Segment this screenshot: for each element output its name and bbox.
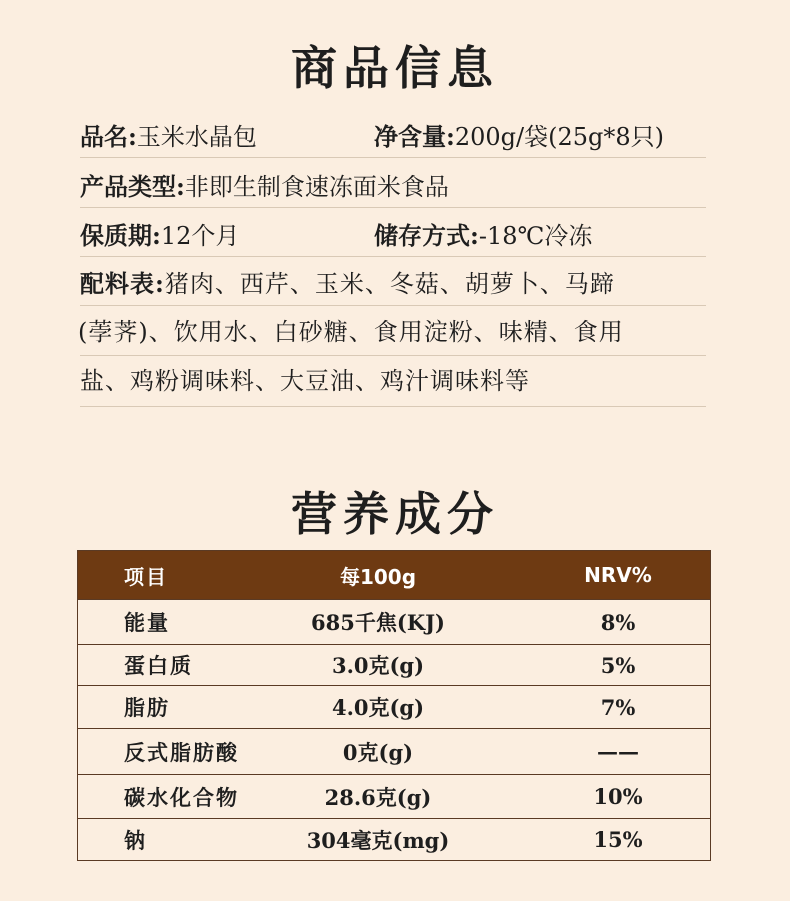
ingredients-text-1: 猪肉、西芹、玉米、冬菇、胡萝卜、马蹄 [164,270,615,298]
header-per100g: 每100g [339,564,417,589]
name-label: 品名: [80,122,137,151]
shelf-value: 12个月 [160,222,240,250]
ingredients-line-3: 盐、鸡粉调味料、大豆油、鸡汁调味料等 [80,367,530,395]
nutrition-table-header [78,551,710,599]
net-value: 200g/袋(25g*8只) [454,123,665,151]
divider [80,406,706,407]
table-row [78,599,710,644]
row-per100g: 685千焦(KJ) [311,610,445,635]
table-row [78,728,710,774]
row-per100g: 28.6克(g) [324,784,432,810]
row-nrv: 10% [593,784,643,809]
row-per100g: 304毫克(mg) [306,827,450,853]
storage-label: 储存方式: [374,221,479,250]
header-nrv: NRV% [584,563,652,587]
table-row [78,818,710,860]
divider [80,207,706,208]
row-item: 碳水化合物 [124,784,239,810]
row-nrv: —— [597,739,639,764]
net-content [374,121,664,153]
shelf-label: 保质期: [80,221,161,250]
ingredients-line-1 [80,268,720,300]
row-item: 反式脂肪酸 [124,739,239,765]
row-nrv: 8% [600,609,636,635]
header-item: 项目 [124,564,168,589]
divider [80,355,706,356]
product-info-title: 商品信息 [291,41,499,95]
table-row [78,774,710,818]
storage-value: -18℃冷冻 [478,222,593,250]
ingredients-line-2: (荸荠)、饮用水、白砂糖、食用淀粉、味精、食用 [78,318,624,346]
row-item: 蛋白质 [124,653,193,678]
info-row-type [80,171,706,203]
name-value: 玉米水晶包 [136,123,257,151]
divider [80,256,706,257]
nutrition-table [77,550,711,861]
nutrition-title: 营养成分 [291,487,499,541]
table-row [78,644,710,685]
row-nrv: 15% [593,827,643,852]
row-per100g: 0克(g) [342,739,414,765]
row-per100g: 4.0克(g) [331,695,425,720]
table-row [78,685,710,728]
info-row-shelf-storage [80,220,706,252]
row-nrv: 7% [600,694,636,720]
ingredients-label: 配料表: [80,269,165,298]
row-item: 钠 [124,827,147,853]
row-item: 能量 [124,610,170,635]
type-label: 产品类型: [80,172,185,201]
divider [80,157,706,158]
divider [80,305,706,306]
storage-method [374,220,592,252]
row-item: 脂肪 [124,695,170,720]
row-nrv: 5% [600,652,636,678]
info-row-name-net [80,121,706,153]
row-per100g: 3.0克(g) [331,653,425,678]
net-label: 净含量: [374,122,455,151]
type-value: 非即生制食速冻面米食品 [184,173,449,201]
